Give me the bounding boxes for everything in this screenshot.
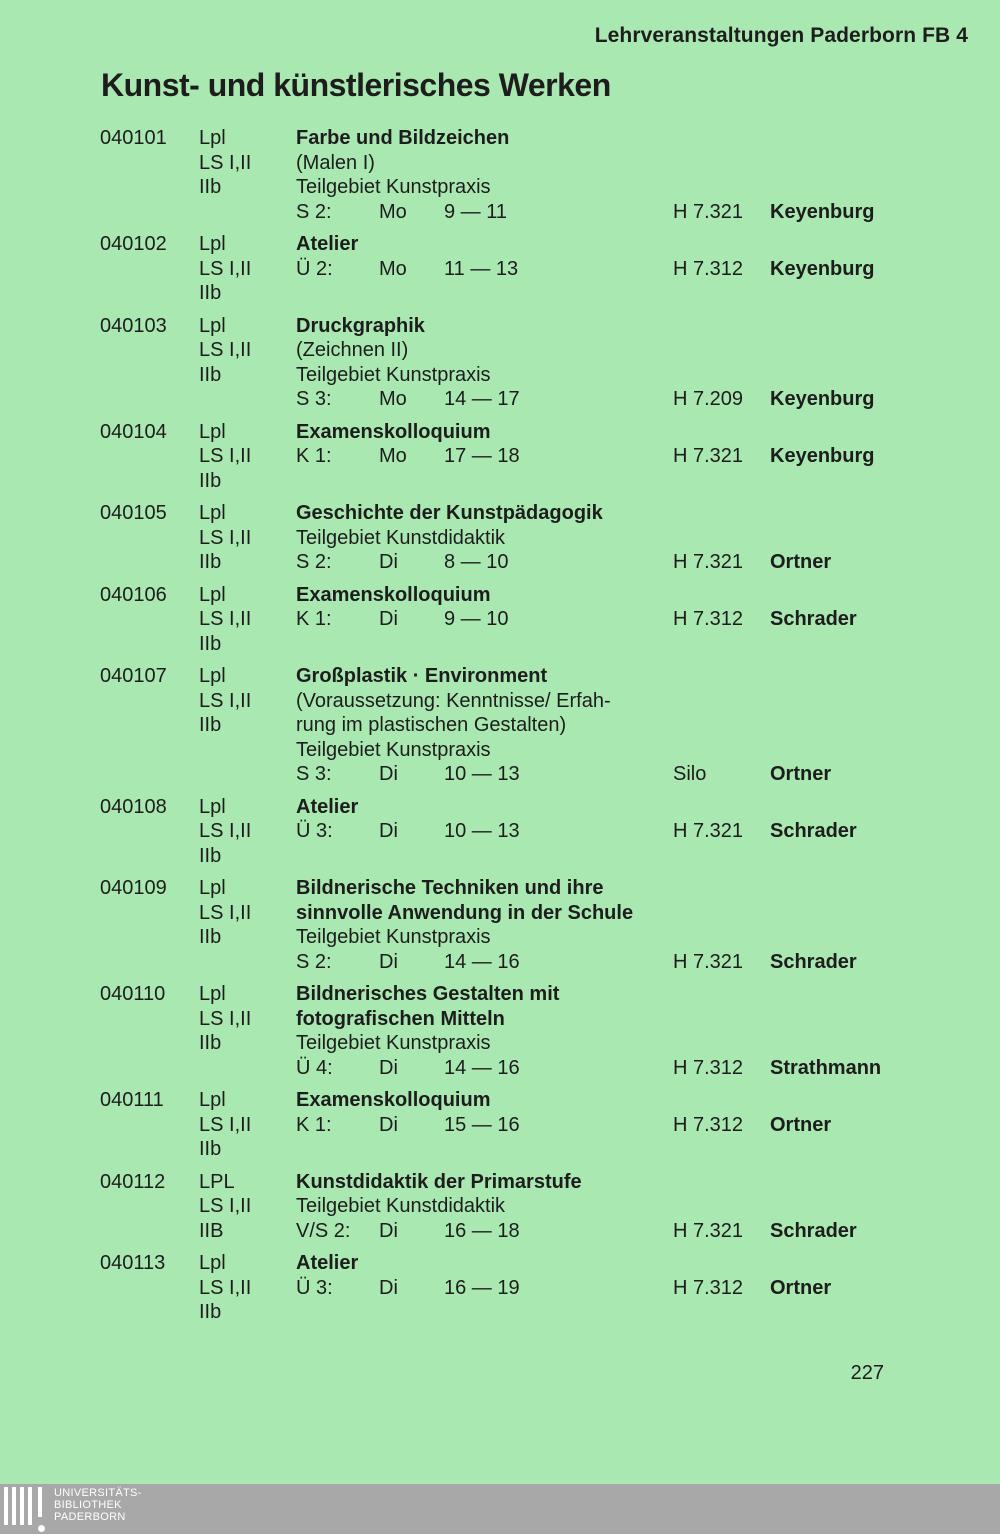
course-day: Mo [379, 388, 407, 410]
course-number: 040112 [100, 1170, 166, 1193]
course-line [0, 795, 1000, 820]
course-number: 040107 [100, 665, 167, 687]
course-title: Examenskolloquium [296, 583, 491, 606]
course-title: Atelier [296, 233, 359, 255]
target-group: LS I,II [199, 820, 252, 842]
course-title: Großplastik · Environment [296, 665, 548, 687]
target-group: IIb [199, 714, 222, 736]
course-line [0, 1113, 1000, 1138]
course-line [0, 1137, 1000, 1162]
course-note: (Malen I) [296, 151, 375, 174]
course-lecturer: Ortner [770, 1113, 832, 1136]
course-number: 040108 [100, 795, 167, 818]
target-group: LS I,II [199, 1276, 252, 1299]
target-group: IIB [199, 1219, 224, 1242]
course-lecturer: Ortner [770, 551, 832, 573]
course-entry [0, 982, 1000, 1080]
course-room: H 7.209 [673, 388, 744, 410]
target-group: LS I,II [199, 608, 252, 630]
target-group: IIb [199, 551, 222, 573]
course-day: Di [379, 1113, 398, 1136]
course-line [0, 281, 1000, 306]
course-day: Mo [379, 445, 407, 467]
course-number: 040106 [100, 583, 167, 606]
target-group: Lpl [199, 420, 226, 443]
course-title: fotografischen Mitteln [296, 1007, 505, 1030]
target-group: LS I,II [199, 1113, 252, 1136]
course-day: Di [379, 1056, 398, 1079]
course-room: Silo [673, 763, 707, 785]
course-line [0, 901, 1000, 926]
target-group: LS I,II [199, 339, 252, 361]
course-time: 9 — 11 [444, 200, 507, 223]
course-line [0, 526, 1000, 551]
course-lecturer: Keyenburg [770, 257, 875, 280]
target-group: IIb [199, 469, 222, 492]
course-room: H 7.312 [673, 257, 744, 280]
course-type-hours: Ü 4: [296, 1056, 333, 1079]
course-day: Di [379, 820, 398, 842]
target-group: Lpl [199, 1252, 226, 1274]
course-title: sinnvolle Anwendung in der Schule [296, 901, 634, 924]
section-title: Kunst- und künstlerisches Werken [101, 67, 611, 103]
course-day: Di [379, 551, 398, 573]
course-room: H 7.312 [673, 608, 744, 630]
course-time: 14 — 16 [444, 950, 520, 973]
course-time: 9 — 10 [444, 608, 509, 630]
course-time: 11 — 13 [444, 257, 519, 280]
course-day: Mo [379, 257, 407, 280]
course-number: 040103 [100, 314, 167, 337]
course-number: 040101 [100, 127, 167, 149]
course-line [0, 632, 1000, 657]
course-line [0, 982, 1000, 1007]
target-group: LS I,II [199, 689, 252, 712]
course-number: 040111 [100, 1089, 164, 1111]
target-group: IIb [199, 282, 222, 304]
course-note: Teilgebiet Kunstpraxis [296, 363, 491, 386]
course-number: 040105 [100, 502, 167, 524]
course-number: 040110 [100, 983, 166, 1005]
course-line [0, 420, 1000, 445]
course-type-hours: K 1: [296, 445, 332, 467]
course-title: Examenskolloquium [296, 420, 491, 443]
course-line [0, 689, 1000, 714]
page-number: 227 [850, 1362, 884, 1384]
course-lecturer: Ortner [770, 763, 832, 785]
target-group: IIb [199, 363, 222, 386]
target-group: LS I,II [199, 257, 252, 280]
course-line [0, 738, 1000, 763]
target-group: IIb [199, 1301, 222, 1323]
course-line [0, 444, 1000, 469]
course-room: H 7.312 [673, 1113, 744, 1136]
course-note: Teilgebiet Kunstpraxis [296, 1032, 491, 1054]
course-line [0, 844, 1000, 869]
course-day: Di [379, 1219, 398, 1242]
course-time: 10 — 13 [444, 763, 520, 785]
course-room: H 7.321 [673, 551, 744, 573]
library-name: UNIVERSITÄTS- BIBLIOTHEK PADERBORN [54, 1487, 142, 1523]
course-room: H 7.321 [673, 950, 744, 973]
course-number: 040102 [100, 233, 167, 255]
course-line [0, 1170, 1000, 1195]
course-title: Bildnerisches Gestalten mit [296, 983, 560, 1005]
course-room: H 7.321 [673, 200, 744, 223]
course-type-hours: S 3: [296, 763, 332, 785]
course-line [0, 762, 1000, 787]
library-logo-icon [4, 1487, 48, 1531]
course-entry [0, 795, 1000, 869]
course-room: H 7.321 [673, 1219, 744, 1242]
course-entry [0, 876, 1000, 974]
target-group: IIb [199, 1138, 222, 1160]
target-group: LS I,II [199, 1195, 252, 1217]
course-lecturer: Keyenburg [770, 445, 875, 467]
course-number: 040104 [100, 420, 167, 443]
course-type-hours: V/S 2: [296, 1219, 351, 1242]
course-entry [0, 501, 1000, 575]
course-time: 15 — 16 [444, 1113, 520, 1136]
course-line [0, 175, 1000, 200]
target-group: LS I,II [199, 526, 252, 549]
course-line [0, 338, 1000, 363]
course-line [0, 1300, 1000, 1325]
course-time: 14 — 17 [444, 388, 520, 410]
course-title: Farbe und Bildzeichen [296, 127, 510, 149]
course-note: Teilgebiet Kunstdidaktik [296, 526, 506, 549]
library-footer-bar [0, 1484, 1000, 1534]
course-lecturer: Schrader [770, 950, 857, 973]
course-line [0, 1251, 1000, 1276]
target-group: Lpl [199, 983, 226, 1005]
course-type-hours: S 2: [296, 950, 332, 973]
course-day: Di [379, 763, 398, 785]
course-number: 040113 [100, 1252, 166, 1274]
target-group: IIb [199, 1032, 222, 1054]
course-lecturer: Schrader [770, 1219, 857, 1242]
course-note: (Zeichnen II) [296, 339, 409, 361]
target-group: Lpl [199, 314, 226, 337]
course-entry [0, 664, 1000, 787]
course-entry [0, 1170, 1000, 1244]
course-lecturer: Schrader [770, 608, 857, 630]
course-line [0, 151, 1000, 176]
course-line [0, 950, 1000, 975]
course-type-hours: Ü 3: [296, 1276, 333, 1299]
course-line [0, 550, 1000, 575]
course-line [0, 363, 1000, 388]
course-time: 17 — 18 [444, 445, 520, 467]
course-line [0, 607, 1000, 632]
course-line [0, 1056, 1000, 1081]
course-line [0, 200, 1000, 225]
target-group: LS I,II [199, 151, 252, 174]
course-title: Examenskolloquium [296, 1089, 491, 1111]
course-line [0, 387, 1000, 412]
course-entry [0, 583, 1000, 657]
course-day: Di [379, 608, 398, 630]
course-note: Teilgebiet Kunstpraxis [296, 738, 491, 761]
course-line [0, 232, 1000, 257]
course-line [0, 713, 1000, 738]
course-entry [0, 232, 1000, 306]
target-group: Lpl [199, 795, 226, 818]
course-room: H 7.312 [673, 1276, 744, 1299]
course-type-hours: K 1: [296, 608, 332, 630]
course-line [0, 876, 1000, 901]
course-number: 040109 [100, 877, 167, 899]
course-note: Teilgebiet Kunstpraxis [296, 176, 491, 198]
course-title: Kunstdidaktik der Primarstufe [296, 1170, 582, 1193]
course-line [0, 1219, 1000, 1244]
course-entry [0, 1251, 1000, 1325]
course-entry [0, 420, 1000, 494]
target-group: Lpl [199, 665, 226, 687]
target-group: IIb [199, 926, 222, 948]
course-entry [0, 314, 1000, 412]
target-group: Lpl [199, 127, 226, 149]
course-lecturer: Strathmann [770, 1056, 882, 1079]
course-room: H 7.321 [673, 820, 744, 842]
course-line [0, 925, 1000, 950]
course-line [0, 1194, 1000, 1219]
course-type-hours: S 2: [296, 551, 332, 573]
course-time: 8 — 10 [444, 551, 509, 573]
course-line [0, 1007, 1000, 1032]
target-group: Lpl [199, 233, 226, 255]
course-line [0, 1031, 1000, 1056]
course-lecturer: Schrader [770, 820, 857, 842]
target-group: IIb [199, 632, 222, 655]
course-note: Teilgebiet Kunstpraxis [296, 926, 491, 948]
course-type-hours: Ü 2: [296, 257, 333, 280]
target-group: Lpl [199, 1089, 226, 1111]
course-type-hours: S 3: [296, 388, 332, 410]
course-title: Geschichte der Kunstpädagogik [296, 502, 603, 524]
course-line [0, 257, 1000, 282]
course-lecturer: Keyenburg [770, 200, 875, 223]
target-group: LPL [199, 1170, 235, 1193]
course-room: H 7.321 [673, 445, 744, 467]
target-group: LS I,II [199, 901, 252, 924]
running-head: Lehrveranstaltungen Paderborn FB 4 [594, 24, 968, 47]
course-room: H 7.312 [673, 1056, 744, 1079]
target-group: IIb [199, 844, 222, 867]
course-day: Di [379, 1276, 398, 1299]
course-lecturer: Keyenburg [770, 388, 875, 410]
course-entry [0, 126, 1000, 224]
course-type-hours: Ü 3: [296, 820, 333, 842]
course-title: Atelier [296, 795, 359, 818]
course-list [0, 118, 1000, 1325]
course-title: Atelier [296, 1252, 359, 1274]
course-line [0, 583, 1000, 608]
course-line [0, 126, 1000, 151]
course-line [0, 1276, 1000, 1301]
course-entry [0, 1088, 1000, 1162]
course-type-hours: K 1: [296, 1113, 332, 1136]
course-note: Teilgebiet Kunstdidaktik [296, 1195, 506, 1217]
course-type-hours: S 2: [296, 200, 332, 223]
course-line [0, 664, 1000, 689]
course-line [0, 819, 1000, 844]
course-line [0, 469, 1000, 494]
target-group: Lpl [199, 877, 226, 899]
course-note: rung im plastischen Gestalten) [296, 714, 567, 736]
course-title: Druckgraphik [296, 314, 425, 337]
course-line [0, 1088, 1000, 1113]
course-day: Di [379, 950, 398, 973]
course-day: Mo [379, 200, 407, 223]
course-time: 10 — 13 [444, 820, 520, 842]
course-line [0, 501, 1000, 526]
course-time: 14 — 16 [444, 1056, 520, 1079]
course-title: Bildnerische Techniken und ihre [296, 877, 604, 899]
course-line [0, 314, 1000, 339]
course-time: 16 — 19 [444, 1276, 520, 1299]
course-note: (Voraussetzung: Kenntnisse/ Erfah- [296, 689, 611, 712]
course-time: 16 — 18 [444, 1219, 520, 1242]
target-group: LS I,II [199, 1007, 252, 1030]
target-group: Lpl [199, 583, 226, 606]
target-group: LS I,II [199, 445, 252, 467]
course-lecturer: Ortner [770, 1276, 832, 1299]
target-group: Lpl [199, 502, 226, 524]
target-group: IIb [199, 176, 222, 198]
